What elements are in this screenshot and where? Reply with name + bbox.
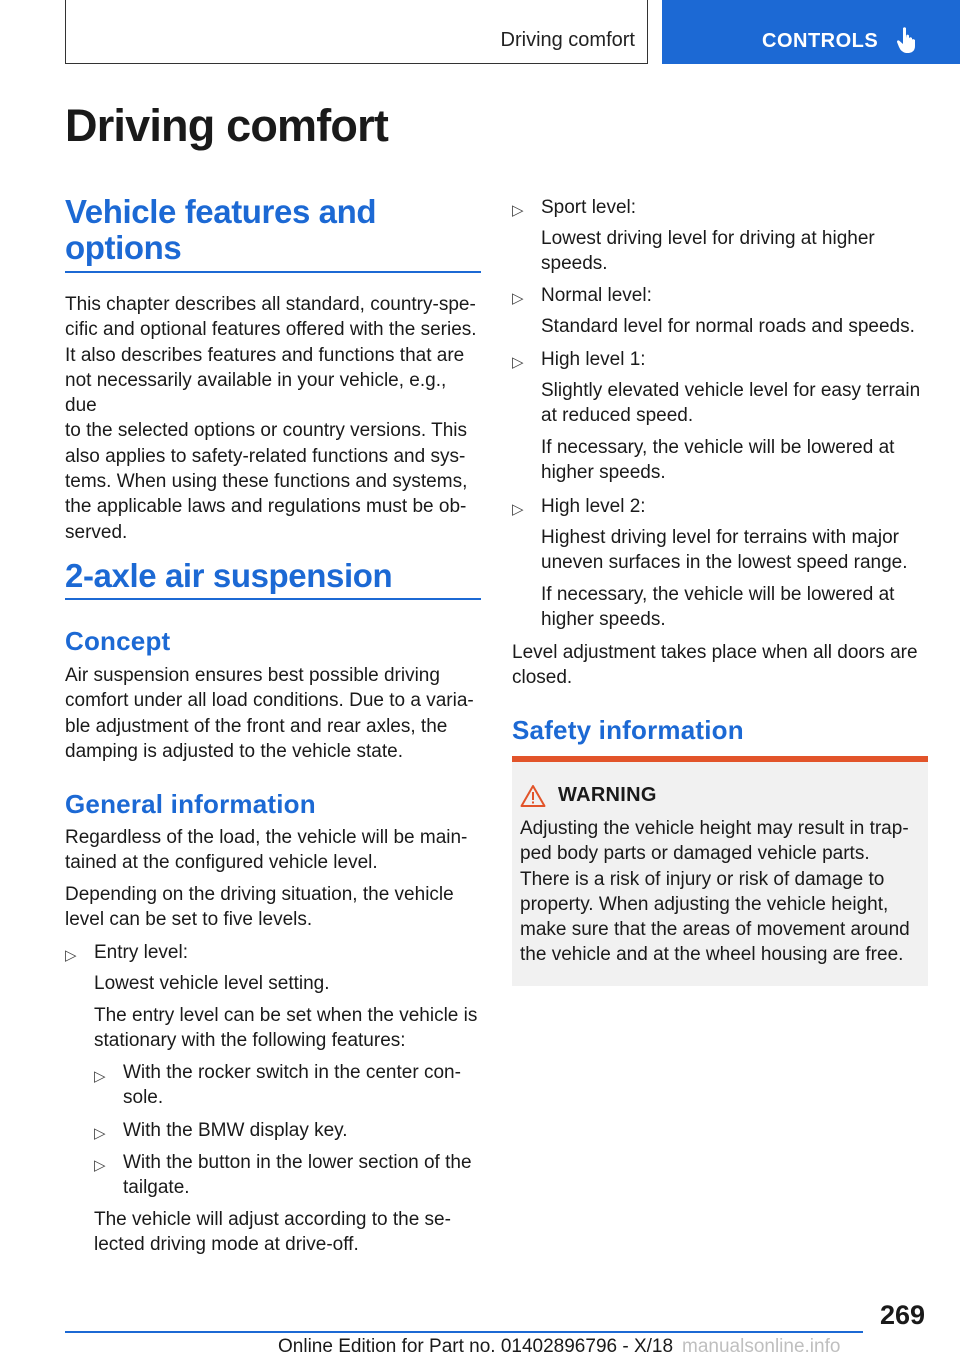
- entry-level-title: Entry level:: [94, 942, 188, 963]
- warning-triangle-icon: [520, 784, 546, 808]
- heading-line: Vehicle features and: [65, 193, 377, 230]
- text-line: comfort under all load conditions. Due to a varia-: [65, 690, 474, 712]
- text-line: stationary with the following features:: [94, 1030, 406, 1052]
- text-line: property. When adjusting the vehicle height,: [520, 893, 889, 915]
- general-paragraph-2: [65, 882, 483, 933]
- footer-watermark: manualsonline.info: [682, 1336, 841, 1357]
- footer-rule: [65, 1331, 863, 1333]
- page-title: Driving comfort: [65, 100, 389, 151]
- heading-concept: Concept: [65, 626, 171, 656]
- heading-air-suspension: 2-axle air suspension: [65, 557, 393, 594]
- bullet-triangle-icon: ▷: [512, 202, 524, 219]
- sport-level-title: Sport level:: [541, 197, 637, 218]
- text-line: It also describes features and functions that are: [65, 344, 465, 366]
- bullet-triangle-icon: ▷: [94, 1157, 106, 1174]
- heading-vehicle-features: [65, 194, 481, 266]
- header-tab-label: CONTROLS: [762, 30, 879, 52]
- header-section-box: [65, 0, 648, 64]
- header-section-label: Driving comfort: [500, 29, 635, 51]
- text-line: higher speeds.: [541, 609, 666, 631]
- features-paragraph: [65, 292, 483, 545]
- high-level-2-title: High level 2:: [541, 496, 646, 517]
- text-line: Lowest driving level for driving at higher: [541, 228, 875, 249]
- entry-level-end-paragraph: [94, 1207, 484, 1258]
- text-line: damping is adjusted to the vehicle state.: [65, 740, 403, 762]
- bullet-triangle-icon: ▷: [512, 290, 524, 307]
- heading-line: options: [65, 229, 182, 266]
- high-level-1-desc: [541, 378, 931, 429]
- text-line: If necessary, the vehicle will be lowered at: [541, 584, 895, 605]
- warning-box: [512, 762, 928, 986]
- general-paragraph-1: [65, 825, 483, 876]
- text-line: uneven surfaces in the lowest speed range.: [541, 552, 908, 574]
- high-level-1-note: [541, 435, 931, 486]
- text-line: Level adjustment takes place when all doors are: [512, 642, 918, 663]
- pointing-hand-icon: [896, 26, 918, 54]
- sub-item-rocker-switch: [123, 1060, 483, 1111]
- text-line: speeds.: [541, 253, 608, 275]
- text-line: Slightly elevated vehicle level for easy terrain: [541, 380, 921, 401]
- text-line: ped body parts or damaged vehicle parts.: [520, 843, 870, 865]
- bullet-triangle-icon: ▷: [512, 354, 524, 371]
- sport-level-desc: [541, 226, 931, 277]
- normal-level-desc: [541, 314, 931, 339]
- text-line: the vehicle and at the wheel housing are free.: [520, 944, 904, 966]
- text-line: not necessarily available in your vehicle, e.g., due: [65, 369, 447, 417]
- text-line: lected driving mode at drive-off.: [94, 1234, 359, 1256]
- heading-general-information: General information: [65, 789, 316, 819]
- text-line: the applicable laws and regulations must be ob-: [65, 496, 467, 518]
- text-line: at reduced speed.: [541, 405, 694, 427]
- heading-rule: [65, 598, 481, 600]
- text-line: With the rocker switch in the center con-: [123, 1062, 461, 1083]
- high-level-2-note: [541, 582, 931, 633]
- text-line: Air suspension ensures best possible driving: [65, 665, 440, 686]
- concept-paragraph: [65, 663, 483, 764]
- text-line: also applies to safety-related functions and sys-: [65, 445, 466, 467]
- text-line: served.: [65, 521, 128, 543]
- footer-edition: Online Edition for Part no. 01402896796 - X/18: [278, 1336, 674, 1357]
- text-line: Adjusting the vehicle height may result in trap-: [520, 818, 909, 839]
- page-number: 269: [880, 1300, 926, 1330]
- text-line: make sure that the areas of movement around: [520, 919, 910, 941]
- warning-text: [520, 816, 920, 968]
- text-line: With the BMW display key.: [123, 1120, 348, 1141]
- text-line: With the button in the lower section of the: [123, 1152, 472, 1173]
- text-line: sole.: [123, 1087, 164, 1109]
- bullet-triangle-icon: ▷: [512, 501, 524, 518]
- entry-level-desc: Lowest vehicle level setting.: [94, 973, 330, 994]
- text-line: If necessary, the vehicle will be lowered at: [541, 437, 895, 458]
- heading-safety-information: Safety information: [512, 715, 744, 745]
- text-line: Regardless of the load, the vehicle will be main-: [65, 827, 468, 848]
- normal-level-title: Normal level:: [541, 285, 652, 306]
- text-line: This chapter describes all standard, country-spe-: [65, 294, 476, 315]
- text-line: to the selected options or country versions. This: [65, 420, 468, 442]
- text-line: cific and optional features offered with the series.: [65, 319, 477, 341]
- bullet-triangle-icon: ▷: [65, 947, 77, 964]
- level-adjustment-paragraph: [512, 640, 930, 691]
- text-line: The entry level can be set when the vehicle is: [94, 1005, 478, 1026]
- high-level-2-desc: [541, 525, 931, 576]
- text-line: Highest driving level for terrains with major: [541, 527, 899, 548]
- text-line: Depending on the driving situation, the vehicle: [65, 884, 454, 905]
- text-line: tems. When using these functions and systems,: [65, 471, 468, 493]
- high-level-1-title: High level 1:: [541, 349, 646, 370]
- warning-title: WARNING: [558, 784, 657, 806]
- heading-rule: [65, 271, 481, 273]
- bullet-triangle-icon: ▷: [94, 1068, 106, 1085]
- text-line: ble adjustment of the front and rear axles, the: [65, 715, 448, 737]
- text-line: tained at the configured vehicle level.: [65, 852, 378, 874]
- entry-level-paragraph: [94, 1003, 484, 1054]
- text-line: There is a risk of injury or risk of damage to: [520, 868, 885, 890]
- text-line: higher speeds.: [541, 462, 666, 484]
- text-line: closed.: [512, 667, 573, 689]
- header-controls-tab[interactable]: [662, 0, 960, 64]
- text-line: level can be set to five levels.: [65, 909, 313, 931]
- bullet-triangle-icon: ▷: [94, 1125, 106, 1142]
- sub-item-tailgate-button: [123, 1150, 483, 1201]
- sub-item-display-key: [123, 1118, 483, 1143]
- text-line: tailgate.: [123, 1177, 190, 1199]
- text-line: Standard level for normal roads and speeds.: [541, 316, 915, 337]
- text-line: The vehicle will adjust according to the se-: [94, 1209, 451, 1230]
